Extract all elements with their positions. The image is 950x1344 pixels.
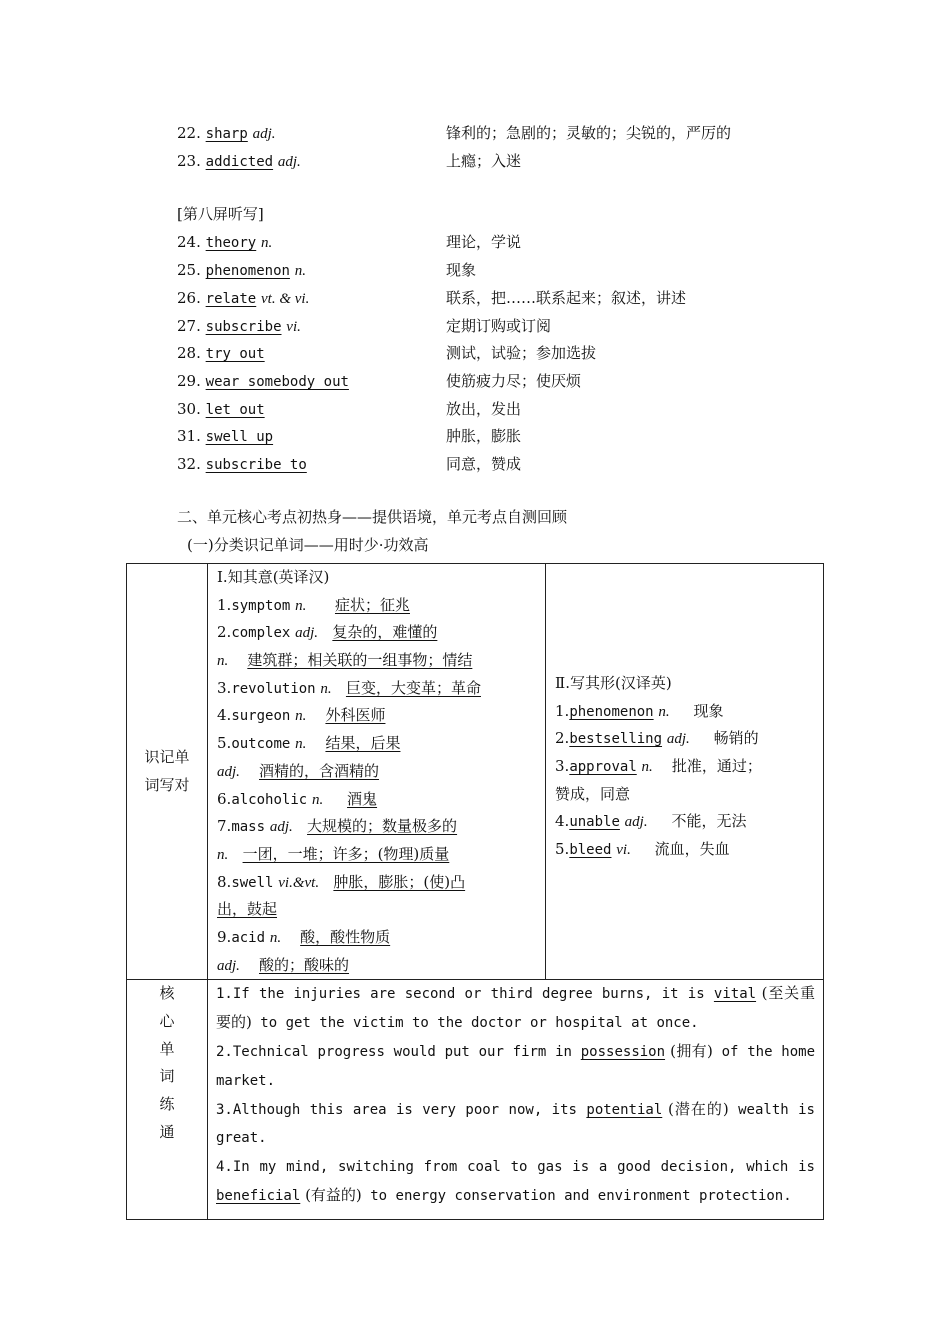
part-of-speech: vi. (286, 319, 301, 335)
vocab-item (177, 147, 817, 175)
part-of-speech: n. (641, 759, 653, 776)
row-label: 词写对 (144, 775, 190, 794)
vocab-meaning: 批准，通过； (671, 757, 762, 776)
vocab-word: revolution (231, 680, 316, 697)
vocab-word: complex (231, 625, 291, 642)
list-item (217, 952, 545, 980)
answer: 一团，一堆；许多；(物理)质量 (242, 844, 450, 863)
list-item (555, 808, 823, 836)
table-row (127, 980, 824, 1219)
answer: 结果，后果 (325, 734, 401, 753)
part-of-speech: vi.&vt. (278, 874, 320, 891)
sentence-text: 1.If the injuries are second or third degree burns, it is (216, 986, 714, 1003)
item-number: 25. (177, 261, 201, 279)
spacer (555, 564, 823, 670)
item-number: 32. (177, 455, 201, 473)
vocab-word: symptom (231, 597, 291, 614)
answer: 外科医师 (325, 706, 386, 725)
item-number: 4. (555, 812, 570, 831)
vocab-meaning: 锋利的；急剧的；灵敏的；尖锐的，严厉的 (446, 124, 732, 142)
vocab-word: outcome (231, 736, 291, 753)
sentence-text: 4.In my mind, switching from coal to gas is a good decision, which is (216, 1159, 815, 1176)
vocab-meaning: 肿胀，膨胀 (446, 427, 522, 445)
vocab-table (126, 563, 824, 1220)
vocab-item (177, 312, 817, 340)
answer: 酸的；酸味的 (259, 955, 350, 974)
row-label: 心 (159, 1012, 175, 1030)
list-item (217, 730, 545, 758)
list-item (555, 725, 823, 753)
answer: possession (580, 1043, 666, 1060)
vocab-item (177, 119, 817, 147)
answer: 肿胀，膨胀；(使)凸 (333, 872, 466, 891)
vocab-word: try out (205, 346, 265, 362)
part-of-speech: n. (261, 235, 273, 251)
part-title: Ⅱ.写其形(汉译英) (555, 674, 672, 692)
vocab-word: let out (205, 402, 265, 418)
list-item (555, 836, 823, 864)
answer: vital (713, 986, 757, 1003)
part-of-speech: n. (217, 653, 229, 670)
chinese-to-english-cell (546, 564, 824, 980)
item-number: 27. (177, 317, 201, 335)
item-number: 3. (555, 757, 570, 776)
vocab-word: wear somebody out (205, 374, 349, 390)
item-number: 1. (217, 595, 232, 614)
subsection-heading: (一)分类识记单词——用时少·功效高 (187, 536, 429, 554)
sentence-cell (208, 980, 824, 1219)
answer: beneficial (216, 1187, 301, 1204)
vocab-item (177, 228, 817, 256)
hint: (潜在的) (668, 1099, 729, 1118)
vocab-meaning: 畅销的 (713, 729, 759, 748)
vocab-item (177, 284, 817, 312)
vocab-word: relate (205, 291, 257, 307)
vocab-word: subscribe (205, 319, 282, 335)
vocab-meaning: 使筋疲力尽；使厌烦 (446, 372, 582, 390)
list-item (217, 619, 545, 647)
sentence (208, 1096, 823, 1154)
item-number: 29. (177, 372, 201, 390)
part-of-speech: adj. (295, 625, 319, 642)
english-to-chinese-cell (208, 564, 546, 980)
part-of-speech: vt. & vi. (261, 291, 310, 307)
item-number: 26. (177, 289, 201, 307)
answer: bestselling (569, 731, 663, 748)
sentence-text: 3.Although this area is very poor now, its (216, 1101, 587, 1118)
sentence-text: to energy conservation and environment protection. (361, 1187, 792, 1204)
sentence-text: to get the victim to the doctor or hospital at once. (251, 1015, 699, 1032)
vocab-meaning: 理论，学说 (446, 233, 522, 251)
part-of-speech: adj. (277, 154, 301, 170)
section-heading: 二、单元核心考点初热身——提供语境，单元考点自测回顾 (177, 508, 568, 526)
part-of-speech: vi. (616, 842, 631, 859)
sentence-text: of the home market. (216, 1043, 815, 1089)
vocab-meaning: 现象 (693, 701, 724, 720)
item-number: 31. (177, 427, 201, 445)
hint: (有益的) (305, 1185, 362, 1204)
vocab-word: sharp (205, 126, 248, 142)
vocab-word: theory (205, 235, 257, 251)
part-of-speech: n. (658, 703, 670, 720)
vocab-word: mass (231, 819, 266, 836)
sentence-text: 2.Technical progress would put our firm in (216, 1043, 581, 1060)
part-title: Ⅰ.知其意(英译汉) (217, 568, 330, 586)
item-number: 9. (217, 927, 232, 946)
part-of-speech: adj. (217, 957, 240, 974)
answer: 酒鬼 (347, 789, 378, 808)
vocab-word: swell up (205, 429, 274, 445)
list-item (217, 592, 545, 620)
part-of-speech: adj. (666, 731, 690, 748)
answer: 复杂的，难懂的 (332, 623, 438, 642)
vocab-meaning: 同意，赞成 (446, 455, 522, 473)
list-item (217, 702, 545, 730)
part-of-speech: n. (320, 680, 332, 697)
vocab-item (177, 256, 817, 284)
list-item (555, 781, 823, 809)
section-label: [第八屏听写] (177, 205, 264, 223)
vocab-meaning: 赞成，同意 (555, 784, 631, 803)
answer: 症状；征兆 (334, 595, 410, 614)
vocab-item (177, 367, 817, 395)
answer: 大规模的；数量极多的 (307, 817, 458, 836)
list-item (217, 675, 545, 703)
list-item (217, 841, 545, 869)
item-number: 23. (177, 152, 201, 170)
answer: unable (569, 814, 620, 831)
part-of-speech: n. (294, 263, 306, 279)
row-label: 练 (159, 1095, 175, 1114)
vocab-word: alcoholic (231, 791, 308, 808)
row-label: 词 (159, 1067, 175, 1086)
vocab-meaning: 不能，无法 (671, 812, 747, 831)
item-number: 22. (177, 124, 201, 142)
vocab-meaning: 上瘾；入迷 (446, 152, 522, 170)
row-label-cell (127, 980, 208, 1219)
list-item (217, 896, 545, 924)
row-label: 通 (159, 1122, 175, 1141)
list-item (217, 869, 545, 897)
vocab-meaning: 联系，把……联系起来；叙述，讲述 (446, 289, 687, 307)
list-item (217, 647, 545, 675)
list-item (217, 786, 545, 814)
hint: (至关重要的) (216, 984, 815, 1032)
answer: approval (569, 759, 637, 776)
answer: 酸，酸性物质 (300, 927, 391, 946)
list-item (217, 758, 545, 786)
list-item (555, 698, 823, 726)
answer: 巨变，大变革；革命 (345, 678, 481, 697)
row-label: 核 (159, 984, 175, 1003)
item-number: 8. (217, 872, 232, 891)
vocab-word: phenomenon (205, 263, 290, 279)
vocab-word: addicted (205, 154, 274, 170)
part-of-speech: adj. (252, 126, 276, 142)
item-number: 24. (177, 233, 201, 251)
answer: phenomenon (569, 703, 654, 720)
item-number: 30. (177, 400, 201, 418)
item-number: 5. (555, 840, 570, 859)
vocab-meaning: 测试，试验；参加选拔 (446, 344, 597, 362)
row-label: 识记单 (144, 747, 190, 766)
item-number: 4. (217, 706, 232, 725)
item-number: 5. (217, 734, 232, 753)
item-number: 6. (217, 789, 232, 808)
vocab-item (177, 422, 817, 450)
vocab-meaning: 定期订购或订阅 (446, 317, 552, 335)
vocab-word: subscribe to (205, 457, 307, 473)
list-item (217, 924, 545, 952)
vocab-item (177, 339, 817, 367)
answer: 建筑群；相关联的一组事物；情结 (247, 651, 473, 670)
item-number: 7. (217, 817, 232, 836)
vocab-item (177, 450, 817, 478)
answer: bleed (569, 842, 612, 859)
answer: 酒精的，含酒精的 (259, 761, 380, 780)
part-of-speech: n. (295, 708, 307, 725)
vocab-meaning: 放出，发出 (446, 400, 522, 418)
sentence-text: wealth is great. (216, 1101, 815, 1147)
part-of-speech: adj. (269, 819, 293, 836)
hint: (拥有) (670, 1041, 713, 1060)
vocab-item (177, 395, 817, 423)
row-label: 单 (159, 1039, 175, 1058)
vocab-word: swell (231, 874, 274, 891)
list-item (217, 813, 545, 841)
answer: potential (586, 1101, 663, 1118)
sentence (208, 1153, 823, 1211)
part-of-speech: n. (217, 846, 229, 863)
vocab-meaning: 现象 (446, 261, 477, 279)
item-number: 1. (555, 701, 570, 720)
part-of-speech: n. (295, 597, 307, 614)
row-label-cell (127, 564, 208, 980)
table-row (127, 564, 824, 980)
part-of-speech: n. (295, 736, 307, 753)
part-of-speech: n. (311, 791, 324, 808)
item-number: 3. (217, 678, 232, 697)
list-item (555, 753, 823, 781)
vocab-meaning: 流血，失血 (654, 840, 730, 859)
part-of-speech: n. (269, 929, 282, 946)
part-of-speech: adj. (624, 814, 648, 831)
vocab-word: acid (231, 929, 266, 946)
item-number: 2. (217, 623, 232, 642)
item-number: 2. (555, 729, 570, 748)
sentence (208, 1038, 823, 1096)
sentence (208, 980, 823, 1038)
vocab-word: surgeon (231, 708, 291, 725)
answer: 出，鼓起 (217, 900, 278, 919)
part-of-speech: adj. (217, 763, 240, 780)
item-number: 28. (177, 344, 201, 362)
